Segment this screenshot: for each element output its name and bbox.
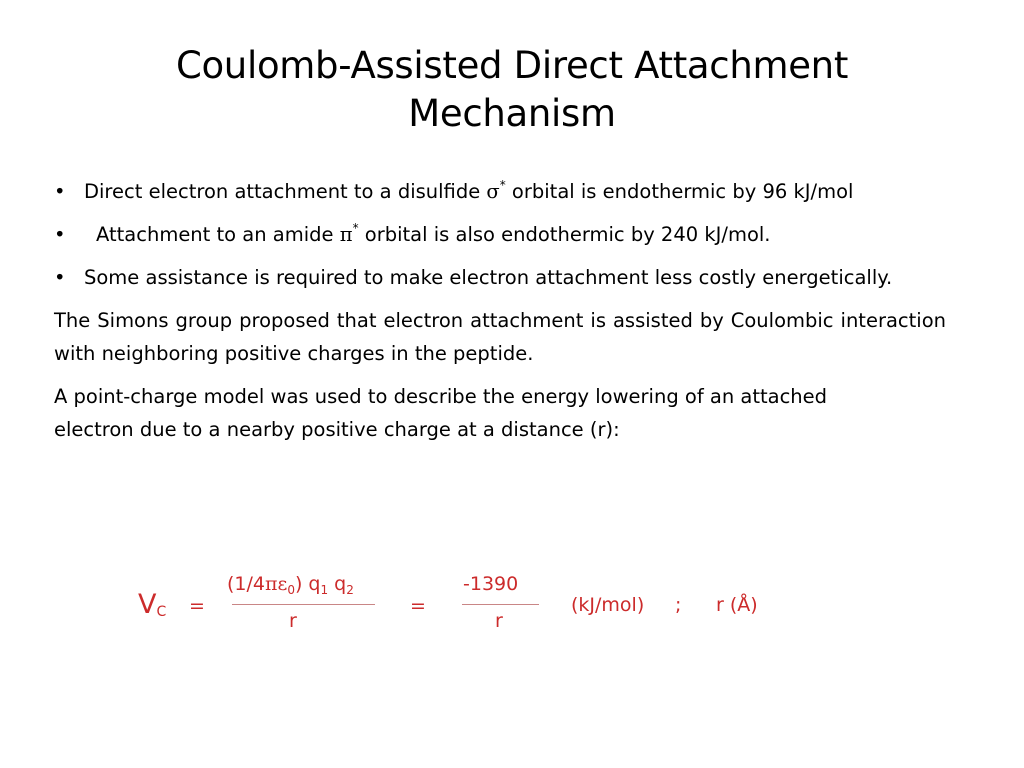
- formula-lhs-subscript: C: [156, 604, 167, 620]
- epsilon-subscript: 0: [287, 583, 295, 597]
- pi-symbol: π: [265, 573, 278, 595]
- star-superscript: *: [499, 178, 506, 192]
- equals-sign: =: [410, 595, 426, 617]
- title-line-2: Mechanism: [408, 92, 616, 135]
- separator: ;: [675, 594, 682, 616]
- bullet-marker: •: [54, 223, 66, 246]
- fraction-bar: [462, 604, 539, 605]
- formula-denominator-1: r: [289, 610, 297, 632]
- bullet-marker: •: [54, 266, 66, 289]
- title-line-1: Coulomb-Assisted Direct Attachment: [175, 44, 849, 87]
- q2-subscript: 2: [346, 583, 354, 597]
- pi-symbol: π: [339, 223, 353, 246]
- bullet-text-part: orbital is endothermic by 96 kJ/mol: [505, 180, 854, 203]
- bullet-text: Some assistance is required to make electron attachment less costly energetically.: [84, 266, 893, 289]
- distance-units: r (Å): [716, 594, 758, 616]
- fraction-bar: [232, 604, 375, 605]
- formula-numerator-2: -1390: [463, 573, 519, 595]
- formula-lhs: [138, 590, 166, 620]
- formula-lhs-symbol: V: [138, 589, 157, 620]
- numerator-part: q: [328, 573, 347, 595]
- sigma-symbol: σ: [486, 180, 500, 203]
- bullet-text-part: Attachment to an amide: [96, 223, 340, 246]
- bullet-text-part: orbital is also endothermic by 240 kJ/mol.: [358, 223, 771, 246]
- numerator-part: ) q: [294, 573, 321, 595]
- paragraph-point-charge: A point-charge model was used to describe the energy lowering of an attached electron due to a nearby positive charge at a distance (r):: [54, 385, 828, 441]
- numerator-part: (1/4: [227, 573, 265, 595]
- q1-subscript: 1: [320, 583, 329, 597]
- formula-denominator-2: r: [495, 610, 503, 632]
- equals-sign: =: [189, 595, 205, 617]
- star-superscript: *: [352, 221, 359, 235]
- energy-units: (kJ/mol): [571, 594, 645, 616]
- formula-numerator-1: [227, 573, 354, 595]
- paragraph-simons: The Simons group proposed that electron attachment is assisted by Coulombic interaction with neighboring positive charges in the peptide.: [54, 309, 946, 365]
- epsilon-symbol: ε: [277, 573, 288, 595]
- bullet-text-part: Direct electron attachment to a disulfide: [84, 180, 487, 203]
- bullet-marker: •: [54, 180, 66, 203]
